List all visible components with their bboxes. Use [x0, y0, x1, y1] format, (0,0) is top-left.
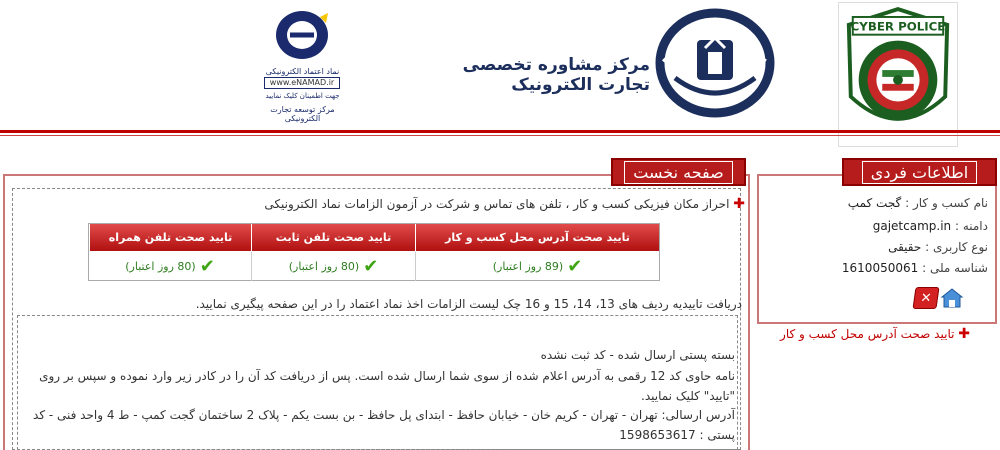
- check-icon: ✔: [567, 255, 583, 277]
- address-line: آدرس ارسالی: تهران - تهران - کریم خان - خیابان حافظ - ابتدای پل حافظ - بن بست یکم - پلاک 2 ساختمان گجت کمپ - ط 4 واحد فنی - کد: [33, 408, 735, 422]
- business-name-row: نام کسب و کار : گجت کمپ: [847, 196, 988, 210]
- intro-line: ✚ احراز مکان فیزیکی کسب و کار ، تلفن های تماس و شرکت در آزمون الزامات نماد الکترونیکی: [264, 196, 745, 212]
- cyber-police-badge[interactable]: [838, 2, 958, 147]
- header-divider: [0, 130, 1000, 133]
- address-status: بسته پستی ارسال شده - کد ثبت نشده: [540, 348, 735, 362]
- domain-row: دامنه : gajetcamp.in: [872, 219, 988, 233]
- check-icon: ✔: [199, 255, 215, 277]
- enamad-click-hint: جهت اطمینان کلیک نمایید مرکز توسعه تجارت الکترونیکی: [265, 92, 340, 123]
- enamad-logo-icon: [262, 5, 342, 65]
- table-header-landline: تایید صحت تلفن ثابت: [251, 224, 415, 251]
- instruction-line-2: "تایید" کلیک نمایید.: [641, 389, 735, 403]
- followup-text: دریافت تاییدیه ردیف های 13، 14، 15 و 16 چک لیست الزامات اخذ نماد اعتماد را در این صفحه پیگیری نمایید.: [195, 297, 742, 311]
- table-cell-mobile: ✔ (80 روز اعتبار): [125, 255, 215, 277]
- table-cell-address: ✔ (89 روز اعتبار): [415, 252, 659, 281]
- cyber-police-logo-icon: [839, 3, 957, 146]
- personal-info-tab: اطلاعات فردی: [842, 158, 997, 186]
- exit-icon[interactable]: ✕: [912, 287, 939, 309]
- svg-text:CYBER POLICE: CYBER POLICE: [850, 19, 946, 34]
- postal-code-line: پستی : 1598653617: [619, 428, 735, 442]
- check-icon: ✔: [363, 255, 379, 277]
- header-divider-thin: [0, 135, 1000, 136]
- verification-status-table: [88, 223, 660, 281]
- enamad-url[interactable]: www.eNAMAD.ir: [264, 77, 340, 89]
- panel-actions: [914, 287, 964, 309]
- address-section-title: ✚ تایید صحت آدرس محل کسب و کار: [780, 326, 970, 342]
- national-id-row: شناسه ملی : 1610050061: [841, 261, 988, 275]
- header: [0, 0, 1000, 140]
- site-title: مرکز مشاوره تخصصی تجارت الکترونیک: [462, 55, 650, 95]
- profile-home-icon[interactable]: [940, 287, 964, 309]
- table-header-address: تایید صحت آدرس محل کسب و کار: [415, 224, 659, 251]
- plus-icon: ✚: [733, 196, 745, 212]
- home-tab: صفحه نخست: [611, 158, 746, 186]
- ecommerce-center-logo-icon: [655, 8, 775, 118]
- table-cell-landline: ✔ (80 روز اعتبار): [251, 252, 415, 281]
- table-header-mobile: تایید صحت تلفن همراه: [89, 224, 251, 251]
- plus-icon: ✚: [958, 326, 970, 342]
- instruction-line-1: نامه حاوی کد 12 رقمی به آدرس اعلام شده از سوی شما ارسال شده است. پس از دریافت کد آن را در کادر زیر وارد نموده و سپس بر روی: [39, 369, 735, 383]
- enamad-title: نماد اعتماد الکترونیکی: [265, 67, 340, 76]
- user-type-row: نوع کاربری : حقیقی: [888, 240, 988, 254]
